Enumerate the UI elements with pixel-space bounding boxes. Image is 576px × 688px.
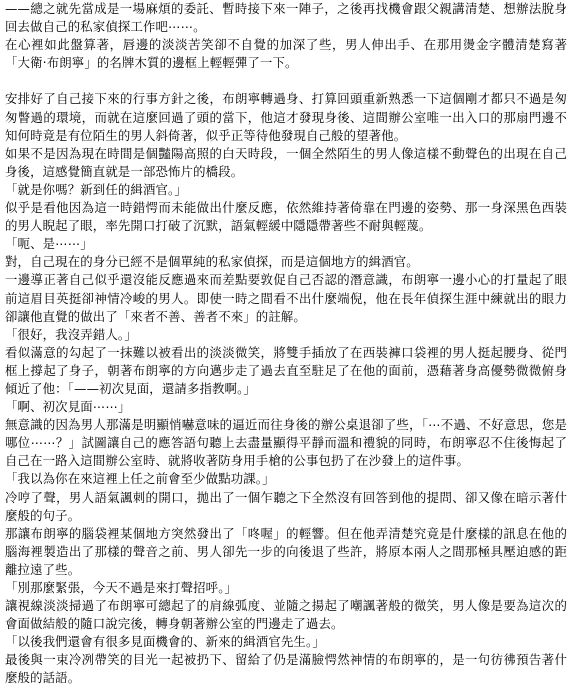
paragraph: 無意識的因為男人那滿是明顯悄嚇意味的逼近而往身後的辦公桌退卻了些，「⋯不過、不好意思，您是哪位⋯⋯？」試圖讓自己的應答語句聽上去盡量顯得平靜而溫和禮貌的同時，布朗寧忍不住後悔起了自己在一路入這間辦公室時、就將收著防身用手槍的公事包扔了在沙發上的這件事。 <box>5 417 567 469</box>
paragraph: 在心裡如此盤算著，唇邊的淡淡苦笑卻不自覺的加深了些，男人伸出手、在那用燙金字體清楚寫著「大衛‧布朗寧」的名牌木質的邊框上輕輕彈了一下。 <box>5 37 567 71</box>
paragraph: 最後與一束冷冽帶笑的目光一起被扔下、留給了仍是滿臉愕然神情的布朗寧的，是一句彷彿預告著什麼般的話語。 <box>5 652 567 686</box>
paragraph: 看似滿意的勾起了一抹難以被看出的淡淡微笑，將雙手插放了在西裝褲口袋裡的男人挺起腰身、從門框上撐起了身子，朝著布朗寧的方向邁步走了過去直至駐足了在他的面前，憑藉著身高優勢微微俯身傾近了他：「——初次見面，還請多指教啊。」 <box>5 344 567 396</box>
dialogue-line: 「我以為你在來這裡上任之前會至少做點功課。」 <box>5 471 275 487</box>
dialogue-line: 「別那麼緊張，今天不過是來打聲招呼。」 <box>5 580 238 595</box>
paragraph: 一邊導正著自己似乎還沒能反應過來而差點要敦促自己否認的潛意識，布朗寧一邊小心的打量起了眼前這眉目英挺卻神情冷峻的男人。即使一時之間看不出什麼端倪，他在長年偵探生涯中練就出的眼力卻讓他直覺的做出了「來者不善、善者不來」的註解。 <box>5 272 567 324</box>
paragraph: 冷哼了聲，男人語氣諷刺的開口，拋出了一個乍聽之下全然沒有回答到他的提問、卻又像在暗示著什麼般的句子。 <box>5 489 567 523</box>
paragraph: 如果不是因為現在時間是個豔陽高照的白天時段，一個全然陌生的男人像這樣不動聲色的出現在自己身後，這感覺簡直就是一部恐怖片的橋段。 <box>5 145 567 179</box>
paragraph: 對，自己現在的身分已經不是個單純的私家偵探，而是這個地方的緝酒官。 <box>5 254 419 270</box>
document-body <box>5 0 567 688</box>
paragraph: 似乎是看他因為這一時錯愕而未能做出什麼反應，依然維持著倚靠在門邊的姿勢、那一身深黑色西裝的男人睨起了眼，率先開口打破了沉默，語氣輕緩中隱隱帶著些不耐與輕蔑。 <box>5 200 567 234</box>
dialogue-line: 「就是你嗎？新到任的緝酒官。」 <box>5 181 187 197</box>
paragraph-spacer <box>5 72 567 90</box>
dialogue-line: 「啊、初次見面⋯⋯」 <box>5 399 131 415</box>
dialogue-line: 「以後我們還會有很多見面機會的、新來的緝酒官先生。」 <box>5 634 325 650</box>
dialogue-line: 「呃、是⋯⋯」 <box>5 236 93 252</box>
paragraph: 那讓布朗寧的腦袋裡某個地方突然發出了「咚喔」的輕響。但在他弄清楚究竟是什麼樣的訊息在他的腦海裡製造出了那樣的聲音之前、男人卻先一步的向後退了些許，將原本兩人之間那極具壓迫感的距離拉遠了些。 <box>5 525 567 577</box>
paragraph: 讓視線淡淡掃過了布朗寧可總起了的肩線弧度、並隨之揚起了嘲諷著般的微笑，男人像是要為這次的會面做結般的隨口說完後，轉身朝著辦公室的門邊走了過去。 <box>5 598 567 632</box>
paragraph: 安排好了自己接下來的行事方針之後，布朗寧轉過身、打算回頭重新熟悉一下這個剛才都只不過是匆匆瞥過的環境，而就在這麼回過了頭的當下，他這才發現身後、這間辦公室唯一出入口的那扇門邊不知何時竟是有位陌生的男人斜倚著，似乎正等待他發現自己般的望著他。 <box>5 91 567 143</box>
dialogue-line: 「很好，我沒弄錯人。」 <box>5 326 137 342</box>
paragraph: ——總之就先當成是一場麻煩的委託、暫時接下來一陣子，之後再找機會跟父親講清楚、想辦法脫身回去做自己的私家偵探工作吧⋯⋯。 <box>5 1 567 35</box>
